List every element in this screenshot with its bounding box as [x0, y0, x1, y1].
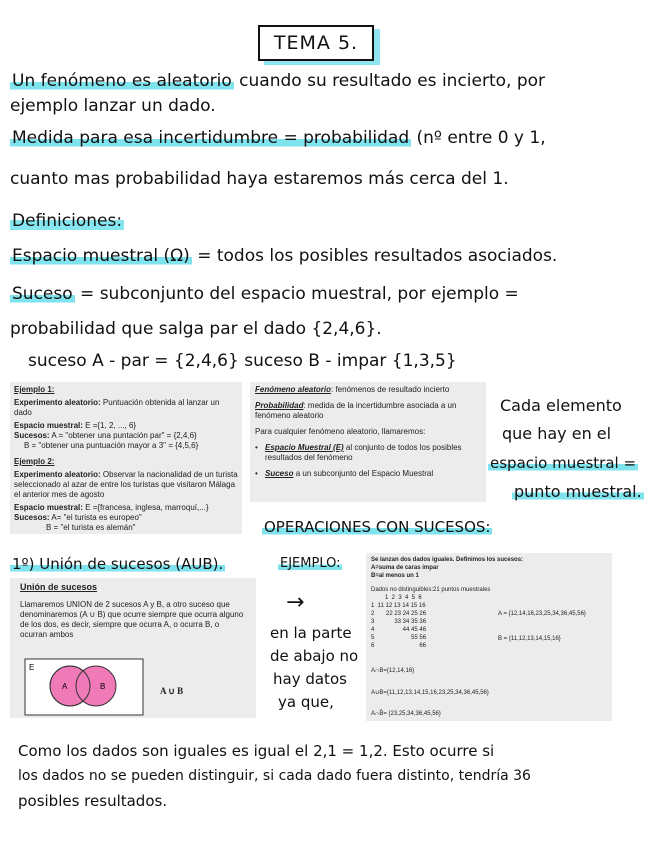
suceso-line [10, 283, 519, 305]
ej2-sucB: B = "el turista es alemán" [46, 523, 136, 532]
venn-b-label: B [100, 682, 106, 691]
sucesos-example-line: suceso A - par = {2,4,6} suceso B - impar {1,3,5} [28, 351, 457, 371]
dice-header-row: 1 2 3 4 5 6 [385, 595, 422, 601]
dice-set-a: A = {12,14,16,23,25,34,36,45,56} [498, 611, 586, 617]
probabilidad-text: : medida de la incertidumbre asociada a un fenómeno aleatorio [255, 401, 457, 420]
intro-line-3-rest: (nº entre 0 y 1, [416, 128, 546, 148]
ej2-esp: E ={francesa, inglesa, marroquí,...} [85, 503, 209, 512]
intro-line-1-rest: cuando su resultado es incierto, por [239, 71, 546, 91]
dice-example-panel [366, 553, 612, 721]
venn-a-label: A [62, 682, 68, 691]
definitions-heading-text: Definiciones: [12, 211, 123, 231]
page-title: TEMA 5. [258, 25, 374, 61]
mid-note-3: hay datos [273, 670, 347, 688]
ej2-exp: Observar la nacionalidad de un turista seleccionado al azar de entre los turistas que visitaron Málaga el anterior mes de agosto [14, 470, 238, 499]
suceso-term: Suceso [12, 284, 73, 304]
espacio-def: = todos los posibles resultados asociados. [197, 246, 558, 266]
dice-row: 6 66 [371, 643, 427, 649]
venn-diagram [24, 658, 164, 716]
dice-row: 5 55 56 [371, 635, 427, 641]
ej1-esp-label: Espacio muestral: [14, 421, 83, 430]
intro-line-3 [10, 127, 546, 149]
union-heading-text: 1º) Unión de sucesos (AUB). [12, 555, 224, 573]
ej2-esp-label: Espacio muestral: [14, 503, 83, 512]
dice-subtitle: Dados no distinguibles:21 puntos muestrales [371, 587, 491, 593]
suceso-label: Suceso [265, 469, 294, 478]
espacio-muestral-highlight: espacio muestral = [490, 454, 637, 472]
ejemplo1-title: Ejemplo 1: [14, 385, 55, 394]
dice-row: 4 44 45 46 [371, 627, 427, 633]
dice-set-b: B = {11,12,13,14,15,16} [498, 636, 561, 642]
venn-circle-b [76, 666, 116, 706]
side-note-2: que hay en el [502, 424, 612, 443]
operaciones-text: OPERACIONES CON SUCESOS: [264, 518, 491, 536]
intro-line-4: cuanto mas probabilidad haya estaremos más cerca del 1. [10, 169, 509, 189]
venn-caption: A ∪ B [160, 686, 184, 696]
dice-row: 1 11 12 13 14 15 16 [371, 603, 426, 609]
ej1-esp: E ={1, 2, ..., 6} [85, 421, 137, 430]
espacio-line [10, 245, 557, 267]
ej1-sucA: A = "obtener una puntación par" = {2,4,6} [51, 431, 197, 440]
dice-row: 3 33 34 35 36 [371, 619, 427, 625]
punto-muestral-highlight: punto muestral. [514, 482, 642, 501]
operaciones-heading [262, 516, 492, 538]
examples-panel [10, 382, 242, 534]
suceso-line-2: probabilidad que salga par el dado {2,4,6}. [10, 319, 382, 339]
dice-h2: A=suma de caras impar [371, 565, 439, 571]
dice-union: A∪B={11,12,13,14,15,16,23,25,34,36,45,56} [371, 690, 489, 696]
espacio-term: Espacio muestral (Ω) [12, 246, 190, 266]
suceso-text: a un subconjunto del Espacio Muestral [293, 469, 434, 478]
fenomeno-text: : fenómenos de resultado incierto [331, 385, 450, 394]
union-panel-title: Unión de sucesos [20, 582, 98, 592]
side-note-1: Cada elemento [500, 396, 622, 415]
ejemplo2-title: Ejemplo 2: [14, 457, 55, 466]
ej2-suc-label: Sucesos: [14, 513, 50, 522]
dice-h1: Se lanzan dos dados iguales. Definimos los sucesos: [371, 557, 524, 563]
dice-h3: B=al menos un 1 [371, 573, 419, 579]
dice-intersection: A∩B={12,14,16} [371, 668, 415, 674]
panel-intro: Para cualquier fenómeno aleatorio, llamaremos: [255, 427, 426, 436]
ej2-exp-label: Experimento aleatorio: [14, 470, 101, 479]
definitions-panel [250, 382, 486, 502]
union-panel [10, 578, 256, 718]
ej1-exp-label: Experimento aleatorio: [14, 398, 101, 407]
medida-highlight: Medida para esa incertidumbre = probabilidad [12, 128, 410, 148]
side-note-4 [512, 481, 644, 503]
definitions-heading [10, 210, 124, 232]
probabilidad-label: Probabilidad [255, 401, 304, 410]
intro-line-1 [10, 70, 545, 92]
ej1-suc-label: Sucesos: [14, 431, 50, 440]
mid-note-4: ya que, [278, 693, 334, 711]
intro-line-2: ejemplo lanzar un dado. [10, 96, 216, 116]
mid-note-1: en la parte [270, 624, 352, 642]
arrow-icon: → [286, 590, 305, 615]
union-panel-text: Llamaremos UNION de 2 sucesos A y B, a otro suceso que denominaremos (A ∪ B) que ocurre siempre que ocurra alguno de los dos, es decir, siempre que ocurra A, o ocurra B, o ocurran ambos [20, 600, 244, 639]
aleatorio-highlight: Un fenómeno es aleatorio [12, 71, 232, 91]
ej1-sucB: B = "obtener una puntuación mayor a 3" = {4,5,6} [24, 441, 199, 450]
espacio-muestral-label: Espacio Muestral (E) [265, 443, 344, 452]
conclusion-line-3: posibles resultados. [18, 792, 168, 810]
ejemplo-label [278, 553, 342, 575]
union-heading [10, 553, 225, 575]
dice-row: 2 22 23 24 25 26 [371, 611, 427, 617]
dice-difference: A∩B̄= {23,25,34,36,45,56} [371, 711, 441, 717]
venn-e-label: E [29, 663, 35, 672]
suceso-def: = subconjunto del espacio muestral, por ejemplo = [80, 284, 519, 304]
ejemplo-text: EJEMPLO: [280, 556, 341, 571]
side-note-3 [488, 452, 638, 474]
conclusion-line-1: Como los dados son iguales es igual el 2,1 = 1,2. Esto ocurre si [18, 742, 495, 760]
fenomeno-label: Fenómeno aleatorio [255, 385, 332, 394]
conclusion-line-2: los dados no se pueden distinguir, si cada dado fuera distinto, tendría 36 [18, 768, 531, 784]
ej2-sucA: A= "el turista es europeo" [51, 513, 142, 522]
ej1-exp: Puntuación obtenida al lanzar un dado [14, 398, 220, 417]
espacio-muestral-text: al conjunto de todos los posibles resultados del fenómeno [265, 443, 462, 462]
mid-note-2: de abajo no [270, 647, 359, 665]
